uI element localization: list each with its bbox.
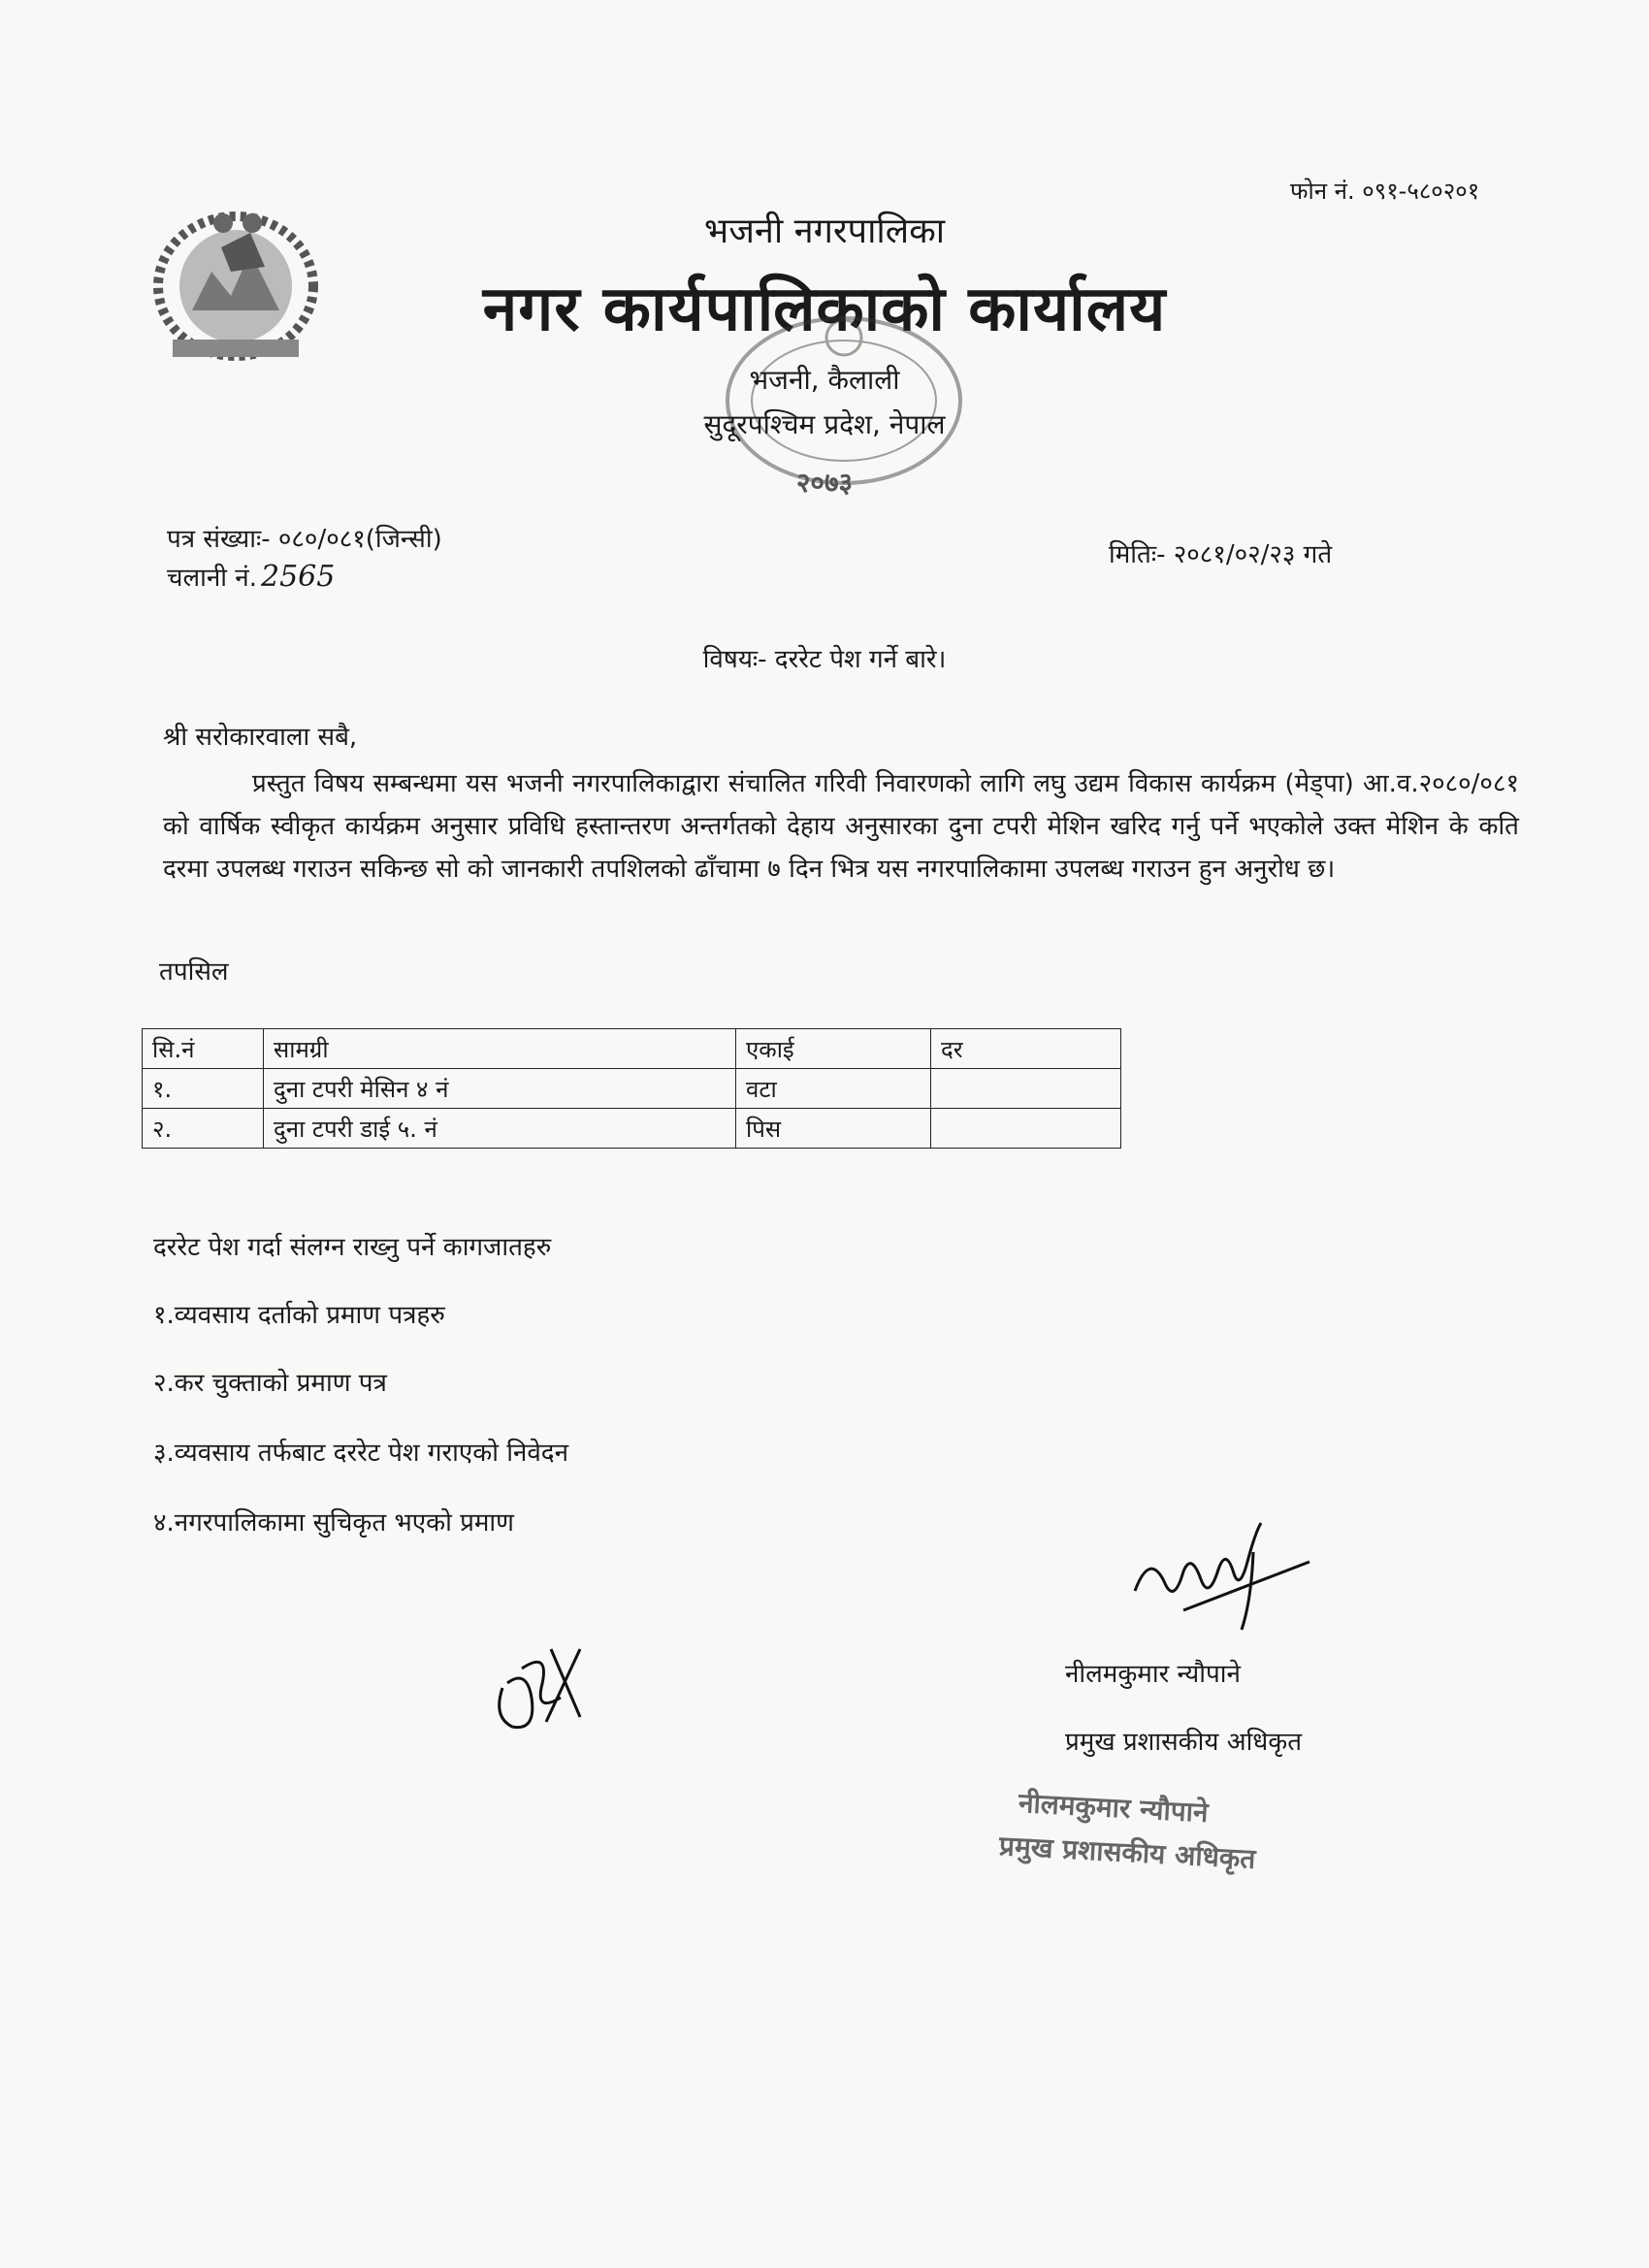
documents-title: दररेट पेश गर्दा संलग्न राख्नु पर्ने कागजातहरु <box>153 1233 552 1262</box>
cell-serial: १. <box>143 1069 264 1109</box>
stamp-year: २०७३ <box>795 467 854 499</box>
dispatch-label: चलानी नं. <box>167 564 257 593</box>
signature-icon <box>1125 1513 1319 1639</box>
municipality-name: भजनी नगरपालिका <box>703 211 946 251</box>
table-row <box>143 1069 1121 1109</box>
header-item: सामग्री <box>264 1029 736 1069</box>
district-line: भजनी, कैलाली <box>749 364 900 396</box>
document-item: ४.नगरपालिकामा सुचिकृत भएको प्रमाण <box>153 1508 514 1538</box>
table-title: तपसिल <box>159 957 229 987</box>
body-paragraph: प्रस्तुत विषय सम्बन्धमा यस भजनी नगरपालिकाद्वारा संचालित गरिवी निवारणको लागि लघु उद्यम विकास कार्यक्रम (मेड्पा) आ.व.२०८०/०८१ को वार्षिक स्वीकृत कार्यक्रम अनुसार प्रविधि हस्तान्तरण अन्तर्गतको देहाय अनुसारका दुना टपरी मेशिन खरिद गर्नु पर्ने भएकोले उक्त मेशिन के कति दरमा उपलब्ध गराउन सकिन्छ सो को जानकारी तपशिलको ढाँचामा ७ दिन भित्र यस नगरपालिकामा उपलब्ध गराउन हुन अनुरोध छ। <box>163 769 1519 884</box>
document-item: ३.व्यवसाय तर्फबाट दररेट पेश गराएको निवेदन <box>153 1439 569 1468</box>
cell-item: दुना टपरी डाई ५. नं <box>264 1109 736 1149</box>
cell-unit: पिस <box>736 1109 931 1149</box>
dispatch-number <box>167 559 335 594</box>
phone-number: फोन नं. ०९१-५८०२०१ <box>1290 178 1480 205</box>
stamp-signatory-title: प्रमुख प्रशासकीय अधिकृत <box>998 1830 1257 1875</box>
header-unit: एकाई <box>736 1029 931 1069</box>
items-table <box>142 1028 1121 1149</box>
table-row <box>143 1109 1121 1149</box>
reference-number: पत्र संख्याः- ०८०/०८१(जिन्सी) <box>167 525 442 554</box>
province-line: सुदूरपश्चिम प्रदेश, नेपाल <box>703 408 946 440</box>
table-header-row <box>143 1029 1121 1069</box>
signatory-name: नीलमकुमार न्यौपाने <box>1065 1660 1241 1689</box>
signatory-title: प्रमुख प्रशासकीय अधिकृत <box>1065 1728 1303 1757</box>
document-item: १.व्यवसाय दर्ताको प्रमाण पत्रहरु <box>153 1301 445 1330</box>
cell-serial: २. <box>143 1109 264 1149</box>
initials-signature-icon <box>483 1630 599 1736</box>
salutation: श्री सरोकारवाला सबै, <box>163 723 358 752</box>
cell-unit: वटा <box>736 1069 931 1109</box>
stamp-signatory-name: नीलमकुमार न्यौपाने <box>1018 1786 1210 1830</box>
dispatch-handwritten-number: 2565 <box>261 560 336 594</box>
document-item: २.कर चुक्ताको प्रमाण पत्र <box>153 1369 387 1398</box>
office-title: नगर कार्यपालिकाको कार्यालय <box>482 274 1167 345</box>
letter-date: मितिः- २०८१/०२/२३ गते <box>1109 540 1333 569</box>
subject-line: विषयः- दररेट पेश गर्ने बारे। <box>702 645 947 674</box>
cell-rate <box>931 1109 1121 1149</box>
cell-rate <box>931 1069 1121 1109</box>
header-rate: दर <box>931 1029 1121 1069</box>
header-serial: सि.नं <box>143 1029 264 1069</box>
cell-item: दुना टपरी मेसिन ४ नं <box>264 1069 736 1109</box>
